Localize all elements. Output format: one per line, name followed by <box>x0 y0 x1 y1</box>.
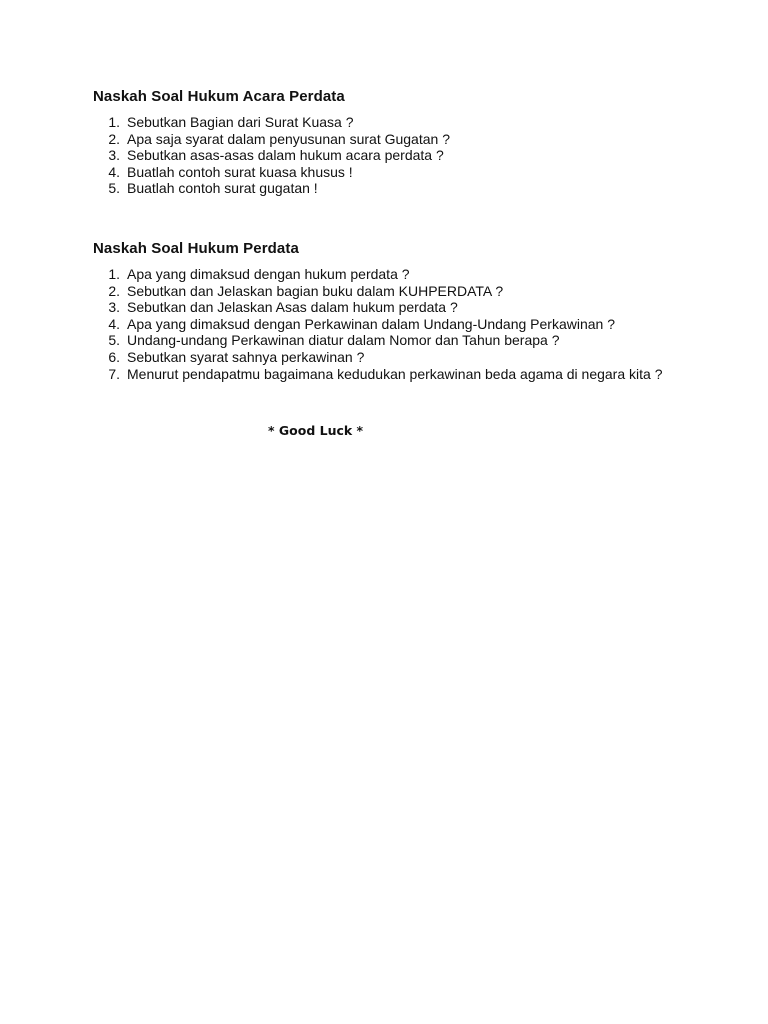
question-number: 5. <box>108 332 120 349</box>
question-text: Apa yang dimaksud dengan Perkawinan dalam Undang-Undang Perkawinan ? <box>127 315 615 332</box>
question-text: Undang-undang Perkawinan diatur dalam Nomor dan Tahun berapa ? <box>127 332 560 349</box>
question-number: 1. <box>108 266 120 282</box>
question-number: 3. <box>108 299 120 316</box>
question-item <box>93 349 733 366</box>
question-item <box>93 316 733 333</box>
question-text: Buatlah contoh surat gugatan ! <box>127 180 318 197</box>
section-heading: Naskah Soal Hukum Acara Perdata <box>93 88 345 105</box>
question-text: Sebutkan dan Jelaskan bagian buku dalam KUHPERDATA ? <box>127 282 504 299</box>
question-text: Sebutkan asas-asas dalam hukum acara perdata ? <box>127 147 444 164</box>
question-text: Sebutkan Bagian dari Surat Kuasa ? <box>127 114 354 130</box>
section-hukum-acara-perdata <box>93 88 733 197</box>
question-list <box>93 266 733 382</box>
question-text: Buatlah contoh surat kuasa khusus ! <box>127 163 353 180</box>
question-item <box>93 164 733 181</box>
section-heading: Naskah Soal Hukum Perdata <box>93 240 299 257</box>
question-item <box>93 180 733 197</box>
closing-remark: * Good Luck * <box>268 423 364 438</box>
section-hukum-perdata <box>93 240 733 382</box>
question-item <box>93 283 733 300</box>
question-list <box>93 114 733 197</box>
question-number: 4. <box>108 315 120 332</box>
question-number: 1. <box>108 114 120 130</box>
question-number: 3. <box>108 147 120 164</box>
question-text: Menurut pendapatmu bagaimana kedudukan perkawinan beda agama di negara kita ? <box>127 365 663 382</box>
question-number: 2. <box>108 282 120 299</box>
question-text: Sebutkan dan Jelaskan Asas dalam hukum perdata ? <box>127 299 458 316</box>
question-item <box>93 266 733 283</box>
question-number: 4. <box>108 163 120 180</box>
question-item <box>93 332 733 349</box>
question-item <box>93 147 733 164</box>
question-number: 7. <box>108 365 120 382</box>
question-item <box>93 114 733 131</box>
question-number: 2. <box>108 130 120 147</box>
question-text: Apa yang dimaksud dengan hukum perdata ? <box>127 266 410 282</box>
question-number: 5. <box>108 180 120 197</box>
question-item <box>93 299 733 316</box>
question-item <box>93 131 733 148</box>
question-item <box>93 366 733 383</box>
question-text: Sebutkan syarat sahnya perkawinan ? <box>127 348 365 365</box>
question-text: Apa saja syarat dalam penyusunan surat Gugatan ? <box>127 130 450 147</box>
question-number: 6. <box>108 348 120 365</box>
